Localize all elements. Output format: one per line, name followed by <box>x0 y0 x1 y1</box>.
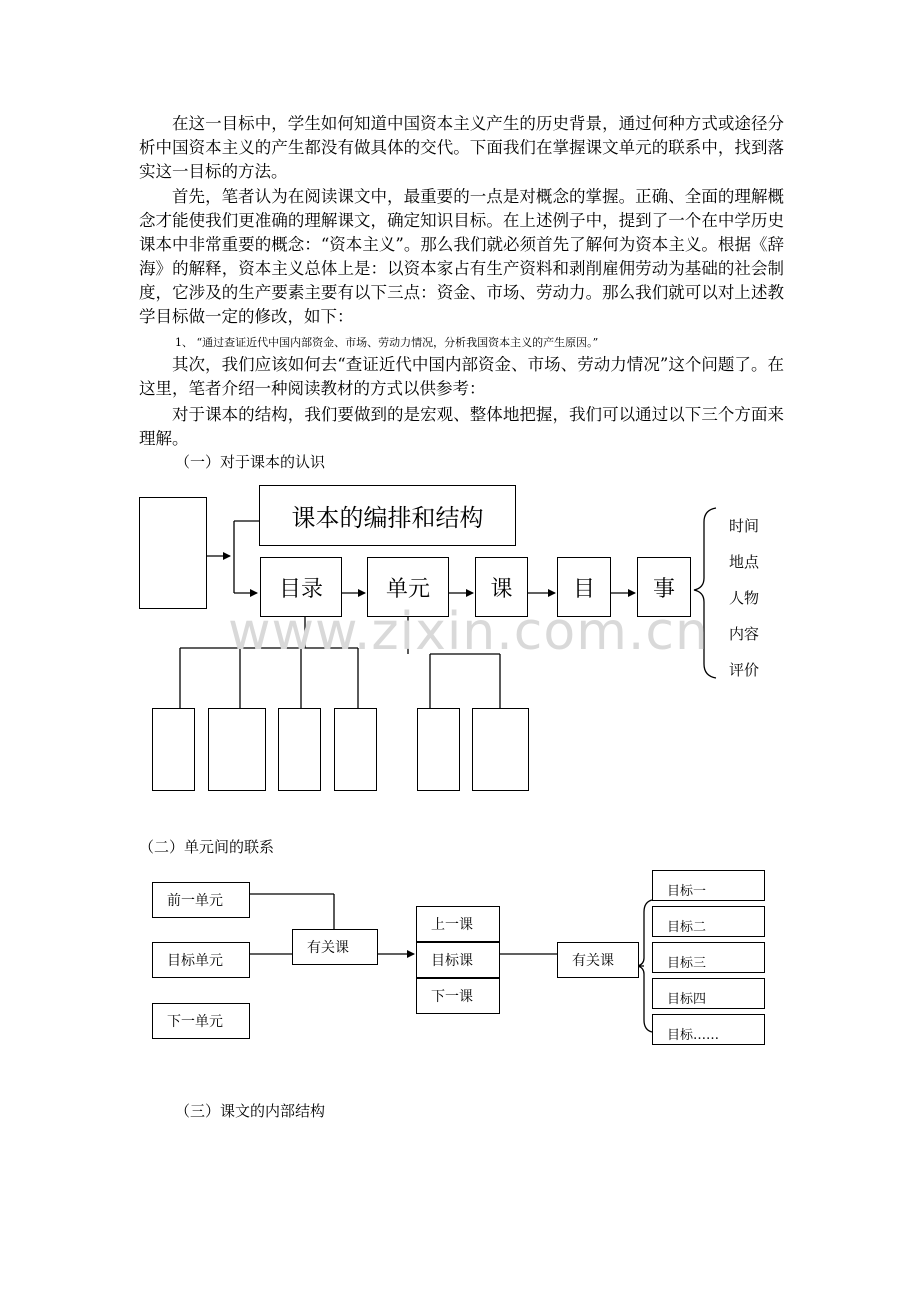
section-1-heading: （一）对于课本的认识 <box>175 453 326 471</box>
goal-box <box>652 906 765 937</box>
paragraph-3: 其次，我们应该如何去“查证近代中国内部资金、市场、劳动力情况”这个问题了。在这里，笔者介绍一种阅读教材的方式以供参考： <box>139 355 784 398</box>
side-item: 内容 <box>729 625 760 643</box>
leaf-box <box>334 708 377 791</box>
lesson-box-previous: 上一课 <box>416 906 500 942</box>
chain-box-catalog: 目录 <box>260 557 342 617</box>
unit-box-previous: 前一单元 <box>152 882 250 918</box>
related-lesson-box: 有关课 <box>557 942 639 978</box>
book-box <box>139 497 207 609</box>
leaf-box <box>208 708 266 791</box>
side-item: 地点 <box>729 553 760 571</box>
paragraph-2: 首先，笔者认为在阅读课文中，最重要的一点是对概念的掌握。正确、全面的理解概念才能使我们更准确的理解课文，确定知识目标。在上述例子中，提到了一个在中学历史课本中非常重要的概念：“资本主义”。那么我们就必须首先了解何为资本主义。根据《辞海》的解释，资本主义总体上是：以资本家占有生产资料和剥削雇佣劳动为基础的社会制度，它涉及的生产要素主要有以下三点：资金、市场、劳动力。那么我们就可以对上述教学目标做一定的修改，如下： <box>139 187 784 326</box>
lesson-box-next: 下一课 <box>416 978 500 1014</box>
goal-box <box>652 1014 765 1045</box>
paragraph-4: 对于课本的结构，我们要做到的是宏观、整体地把握，我们可以通过以下三个方面来理解。 <box>139 405 784 448</box>
goal-box <box>652 870 765 901</box>
goal-box <box>652 942 765 973</box>
leaf-box <box>152 708 195 791</box>
goal-label: 目标…… <box>667 1028 720 1043</box>
chain-box-lesson: 课 <box>475 557 528 617</box>
chain-box-item: 目 <box>557 557 611 617</box>
side-item: 人物 <box>729 589 760 607</box>
goal-label: 目标一 <box>667 884 707 899</box>
section-3-heading: （三）课文的内部结构 <box>175 1102 326 1120</box>
paragraph-1: 在这一目标中，学生如何知道中国资本主义产生的历史背景，通过何种方式或途径分析中国资本主义的产生都没有做具体的交代。下面我们在掌握课文单元的联系中，找到落实这一目标的方法。 <box>139 114 784 181</box>
unit-box-next: 下一单元 <box>152 1003 250 1039</box>
goal-box <box>652 978 765 1009</box>
chain-box-event: 事 <box>637 557 691 617</box>
goal-label: 目标三 <box>667 956 707 971</box>
footnote-item: 1、 “通过查证近代中国内部资金、市场、劳动力情况，分析我国资本主义的产生原因。” <box>175 336 599 349</box>
goal-label: 目标四 <box>667 992 707 1007</box>
side-item: 时间 <box>729 517 760 535</box>
goal-label: 目标二 <box>667 920 707 935</box>
leaf-box <box>417 708 460 791</box>
leaf-box <box>472 708 529 791</box>
unit-box-target: 目标单元 <box>152 942 250 978</box>
leaf-box <box>278 708 321 791</box>
chain-box-unit: 单元 <box>367 557 449 617</box>
lesson-box-target: 目标课 <box>416 942 500 978</box>
related-lesson-box: 有关课 <box>292 929 378 965</box>
watermark: www.zixin.com.cn <box>228 602 709 662</box>
side-item: 评价 <box>729 661 760 679</box>
section-2-heading: （二）单元间的联系 <box>139 838 275 856</box>
title-box: 课本的编排和结构 <box>259 485 516 546</box>
